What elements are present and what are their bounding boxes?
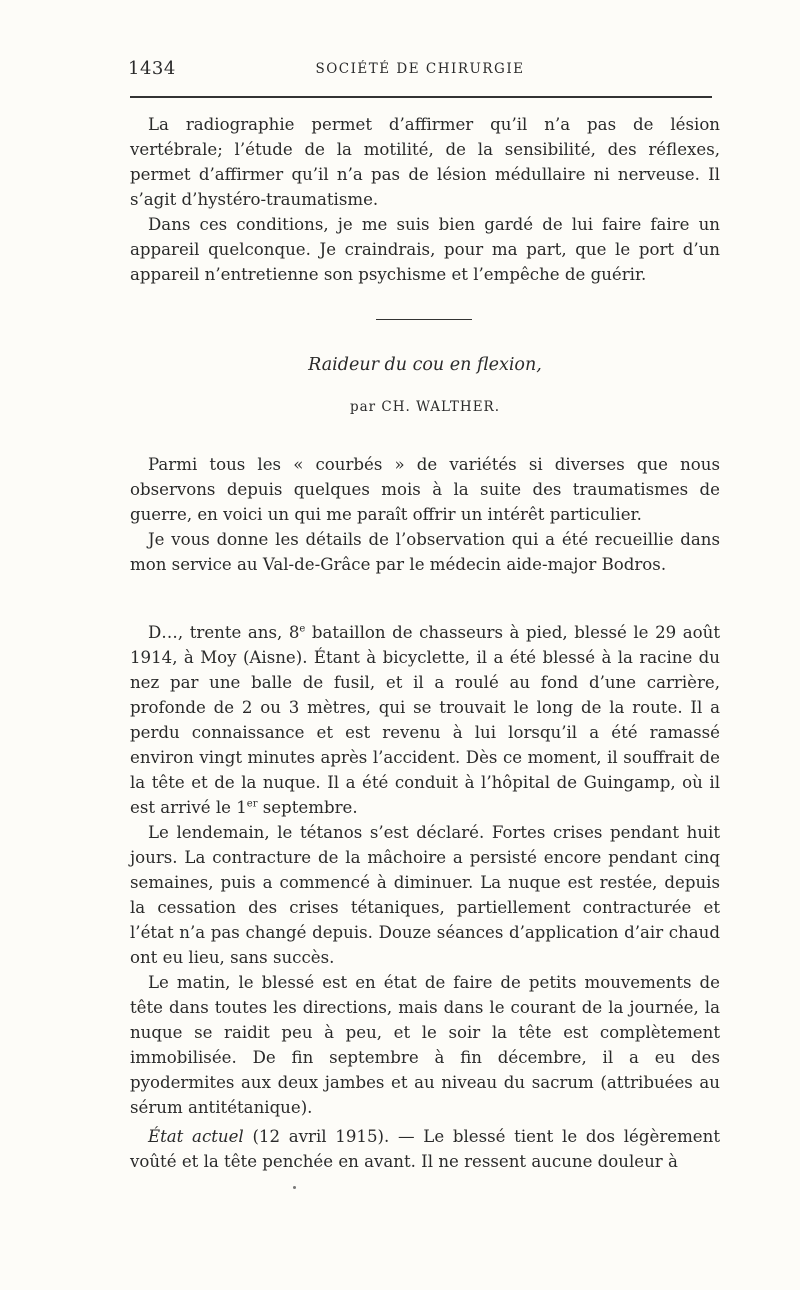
running-head [128, 58, 712, 88]
summary-text [130, 452, 720, 577]
section-separator [376, 319, 472, 320]
intro-text [130, 112, 720, 287]
intro-paragraph-1: La radiographie permet d’affirmer qu’il n’a pas de lésion vertébrale; l’étude de la motilité, de la sensibilité, des réflexes, permet d’affirmer qu’il n’a pas de lésion médullaire ni nerveuse. Il s’agit d’hystéro-traumatisme. [130, 115, 720, 209]
summary-paragraph-2: Je vous donne les détails de l’observation qui a été recueillie dans mon service au Val-de-Grâce par le médecin aide-major Bodros. [130, 530, 720, 574]
current-state-text [130, 1124, 720, 1174]
current-state-label: État actuel [148, 1127, 244, 1146]
current-state-body: (12 avril 1915). — Le blessé tient le dos légèrement voûté et la tête penchée en avant. Il ne ressent aucune douleur à [130, 1127, 720, 1171]
ordinal-superscript-2: er [246, 798, 258, 810]
author-line: par CH. WALTHER. [349, 399, 501, 415]
case-p1-end: septembre. [257, 798, 358, 817]
intro-paragraph-2: Dans ces conditions, je me suis bien gardé de lui faire faire un appareil quelconque. Je craindrais, pour ma part, que le port d’un appareil n’entretienne son psychisme et l’empêche de guérir. [130, 215, 720, 284]
ordinal-superscript: e [299, 623, 306, 635]
print-speck [293, 1186, 296, 1189]
page-number: 1434 [128, 58, 176, 79]
case-paragraph-2: Le lendemain, le tétanos s’est déclaré. Fortes crises pendant huit jours. La contracture de la mâchoire a persisté encore pendant cinq semaines, puis a commencé à diminuer. La nuque est restée, depuis la cessation des crises tétaniques, partiellement contracturée et l’état n’a pas changé depuis. Douze séances d’application d’air chaud ont eu lieu, sans succès. [130, 823, 720, 967]
summary-paragraph-1: Parmi tous les « courbés » de variétés si diverses que nous observons depuis quelques mois à la suite des traumatismes de guerre, en voici un qui me paraît offrir un intérêt particulier. [130, 455, 720, 524]
current-state-paragraph [130, 1124, 720, 1174]
case-paragraph-1 [130, 620, 720, 820]
case-p1-start: D…, trente ans, 8 [148, 623, 300, 642]
case-text [130, 620, 720, 1120]
case-p1-middle: bataillon de chasseurs à pied, blessé le 29 août 1914, à Moy (Aisne). Étant à bicyclette, il a été blessé à la racine du nez par une balle de fusil, et il a roulé au fond d’une carrière, profonde de 2 ou 3 mètres, qui se trouvait le long de la route. Il a perdu connaissance et est revenu à lui lorsqu’il a été ramassé environ vingt minutes après l’accident. Dès ce moment, il souffrait de la tête et de la nuque. Il a été conduit à l’hôpital de Guingamp, où il est arrivé le 1 [130, 623, 720, 817]
journal-title: SOCIÉTÉ DE CHIRURGIE [315, 61, 525, 77]
section-title: Raideur du cou en flexion, [308, 355, 542, 375]
case-paragraph-3: Le matin, le blessé est en état de faire de petits mouvements de tête dans toutes les directions, mais dans le courant de la journée, la nuque se raidit peu à peu, et le soir la tête est complètement immobilisée. De fin septembre à fin décembre, il a eu des pyodermites aux deux jambes et au niveau du sacrum (attribuées au sérum antitétanique). [130, 973, 720, 1117]
header-rule [130, 96, 712, 98]
